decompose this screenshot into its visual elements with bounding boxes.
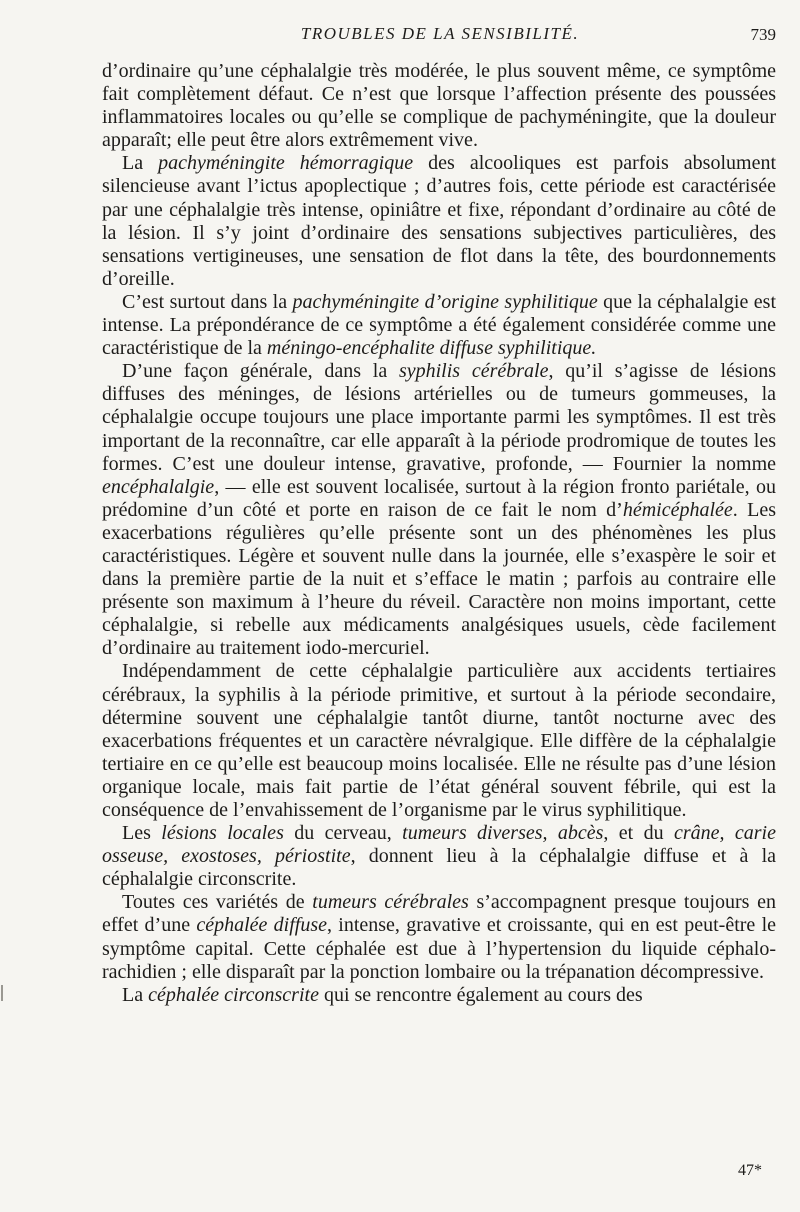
paragraph — [102, 60, 776, 152]
text-run: s’accompagnent presque toujours en effet d’une — [102, 891, 777, 937]
text-run: des alcooliques est parfois absolument silencieuse avant l’ictus apoplectique ; d’autres fois, cette période est caractérisée par une céphalalgie très intense, opiniâtre et fixe, répondant d’ordinaire au côté de la lésion. Il s’y joint d’ordinaire des sensations subjectives particulières, des sensations vertigineuses, une sensation de flot dans la tête, des bourdonnements d’oreille. — [102, 152, 776, 290]
text-run: . Les exacerbations régulières qu’elle présente sont un des phénomènes les plus caractéristiques. Légère et souvent nulle dans la journée, elle s’exaspère le soir et dans la première partie de la nuit et s’efface le matin ; parfois au contraire elle présente son maximum à l’heure du réveil. Caractère non moins important, cette céphalalgie, si rebelle aux médicaments analgésiques usuels, cède facilement d’ordinaire au traitement iodo-mercuriel. — [102, 498, 776, 660]
italic-term: tumeurs diverses, abcès — [402, 822, 604, 845]
text-run: , et du — [603, 822, 674, 845]
signature-mark: 47* — [738, 1162, 762, 1179]
italic-term: encéphalalgie — [102, 475, 215, 498]
text-run: Toutes ces variétés de — [122, 891, 313, 914]
italic-term: tumeurs cérébrales — [312, 891, 469, 914]
italic-term: lésions locales — [161, 822, 284, 845]
italic-term: céphalée circonscrite — [148, 983, 319, 1006]
text-run: Indépendamment de cette céphalalgie particulière aux accidents tertiaires cérébraux, la syphilis à la période primitive, et surtout à la période secondaire, détermine souvent une céphalalgie tantôt diurne, tantôt nocturne avec des exacerbations fréquentes et un caractère névralgique. Elle diffère de la céphalalgie tertiaire en ce qu’elle est beaucoup moins localisée. Elle ne résulte pas d’une lésion organique locale, mais fait partie de l’état général souvent fébrile, qui est la conséquence de l’envahissement de l’organisme par le virus syphilitique. — [102, 660, 776, 821]
paragraph — [102, 360, 776, 660]
text-run: que la céphalalgie est intense. La prépondérance de ce symptôme a été également considérée comme une caractéristique de la — [102, 290, 776, 360]
italic-term: crâne, carie osseuse, exostoses, périostite — [102, 822, 776, 868]
text-run: du cerveau, — [283, 822, 403, 845]
text-run: C’est surtout dans la — [122, 290, 293, 313]
text-run: qui se rencontre également au cours des — [318, 983, 643, 1006]
running-title: TROUBLES DE LA SENSIBILITÉ. — [300, 24, 580, 43]
italic-term: méningo-encéphalite diffuse syphilitique. — [266, 337, 597, 360]
page-number: 739 — [750, 25, 776, 44]
text-run: La — [122, 152, 159, 175]
paragraph — [102, 822, 776, 891]
italic-term: pachyméningite hémorragique — [158, 152, 414, 175]
text-run: d’ordinaire qu’une céphalalgie très modérée, le plus souvent même, ce symptôme fait complètement défaut. Ce n’est que lorsque l’affection présente des poussées inflammatoires locales ou qu’elle se complique de pachyméningite, que la douleur apparaît; elle peut être alors extrêmement vive. — [102, 60, 776, 152]
paragraph — [102, 984, 776, 1007]
italic-term: hémicéphalée — [622, 498, 733, 521]
italic-term: céphalée diffuse — [196, 914, 328, 937]
text-run: , donnent lieu à la céphalalgie diffuse et à la céphalalgie circonscrite. — [102, 845, 777, 891]
italic-term: pachyméningite d’origine syphilitique — [292, 290, 598, 313]
italic-term: syphilis cérébrale — [398, 360, 549, 383]
text-run: , qu’il s’agisse de lésions diffuses des méninges, de lésions artérielles ou de tumeurs gommeuses, la céphalalgie occupe toujours une place importante parmi les symptômes. Il est très important de la reconnaître, car elle apparaît à la période prodromique de toutes les formes. C’est une douleur intense, gravative, profonde, — Fournier la nomme — [102, 360, 776, 475]
text-run: D’une façon générale, dans la — [122, 360, 399, 383]
paragraph — [102, 152, 776, 291]
paragraph — [102, 660, 776, 822]
running-header — [100, 22, 780, 48]
paragraph — [102, 891, 776, 983]
scan-margin-mark — [1, 985, 3, 1001]
text-run: Les — [122, 822, 162, 845]
body-text — [102, 60, 776, 1007]
paragraph — [102, 291, 776, 360]
text-run: , intense, gravative et croissante, qui en est peut-être le symptôme capital. Cette céphalée est due à l’hypertension du liquide céphalo-rachidien ; elle disparaît par la ponction lombaire ou la trépanation décompressive. — [102, 914, 777, 983]
text-run: , — elle est souvent localisée, surtout à la région fronto pariétale, ou prédomine d’un côté et porte en raison de ce fait le nom d’ — [102, 475, 776, 521]
text-run: La — [122, 983, 149, 1006]
